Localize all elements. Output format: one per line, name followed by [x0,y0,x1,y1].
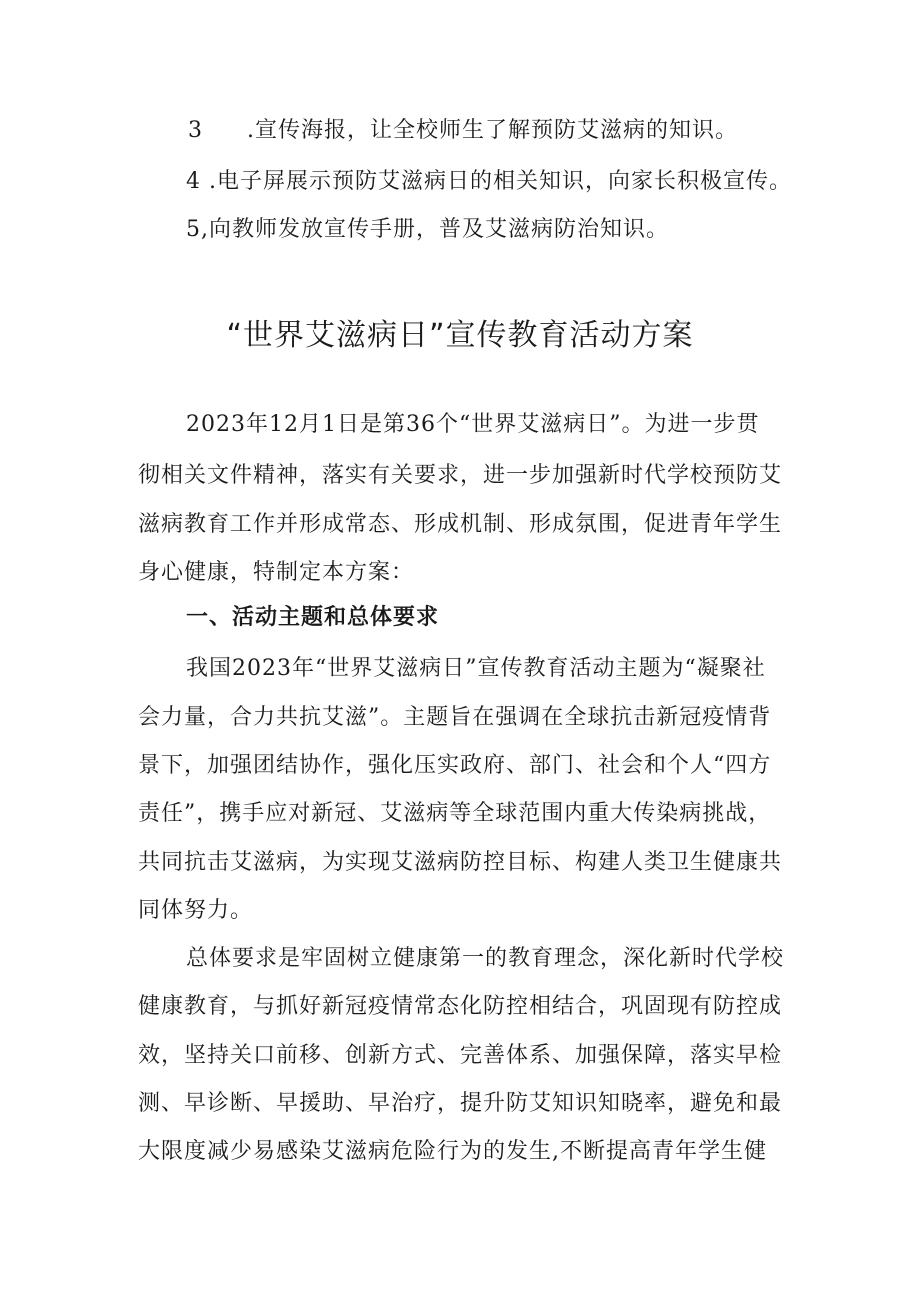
intro-line-4: 身心健康，特制定本方案： [138,560,415,585]
intro-line-1: 2023年12月1日是第36个“世界艾滋病日”。为进一步贯 [186,412,760,437]
theme-line-6: 同体努力。 [138,898,254,923]
requirement-line-3: 效，坚持关口前移、创新方式、完善体系、加强保障，落实早检 [138,1043,783,1068]
theme-line-3: 景下，加强团结协作，强化压实政府、部门、社会和个人“四方 [138,753,772,778]
list-item-4: 4 .电子屏展示预防艾滋病日的相关知识，向家长积极宣传。 [186,169,792,194]
list-item-3-number: 3 [188,118,203,143]
intro-line-3: 滋病教育工作并形成常态、形成机制、形成氛围，促进青年学生 [138,512,783,537]
list-item-5: 5,向教师发放宣传手册，普及艾滋病防治知识。 [186,217,669,242]
theme-line-1: 我国2023年“世界艾滋病日”宣传教育活动主题为“凝聚社 [186,656,766,681]
section-heading: 一、活动主题和总体要求 [186,605,440,630]
theme-line-2: 会力量，合力共抗艾滋”。主题旨在强调在全球抗击新冠疫情背 [138,705,772,730]
requirement-line-5: 大限度减少易感染艾滋病危险行为的发生,不断提高青年学生健 [138,1139,767,1164]
requirement-line-4: 测、早诊断、早援助、早治疗，提升防艾知识知晓率，避免和最 [138,1091,783,1116]
document-title: “世界艾滋病日”宣传教育活动方案 [226,318,694,353]
theme-line-5: 共同抗击艾滋病，为实现艾滋病防控目标、构建人类卫生健康共 [138,850,783,875]
list-item-3-text: .宣传海报，让全校师生了解预防艾滋病的知识。 [247,118,738,143]
requirement-line-1: 总体要求是牢固树立健康第一的教育理念，深化新时代学校 [186,946,785,971]
intro-line-2: 彻相关文件精神，落实有关要求，进一步加强新时代学校预防艾 [138,463,783,488]
requirement-line-2: 健康教育，与抓好新冠疫情常态化防控相结合，巩固现有防控成 [138,994,783,1019]
theme-line-4: 责任”，携手应对新冠、艾滋病等全球范围内重大传染病挑战， [138,801,772,826]
list-item-3 [138,116,808,146]
